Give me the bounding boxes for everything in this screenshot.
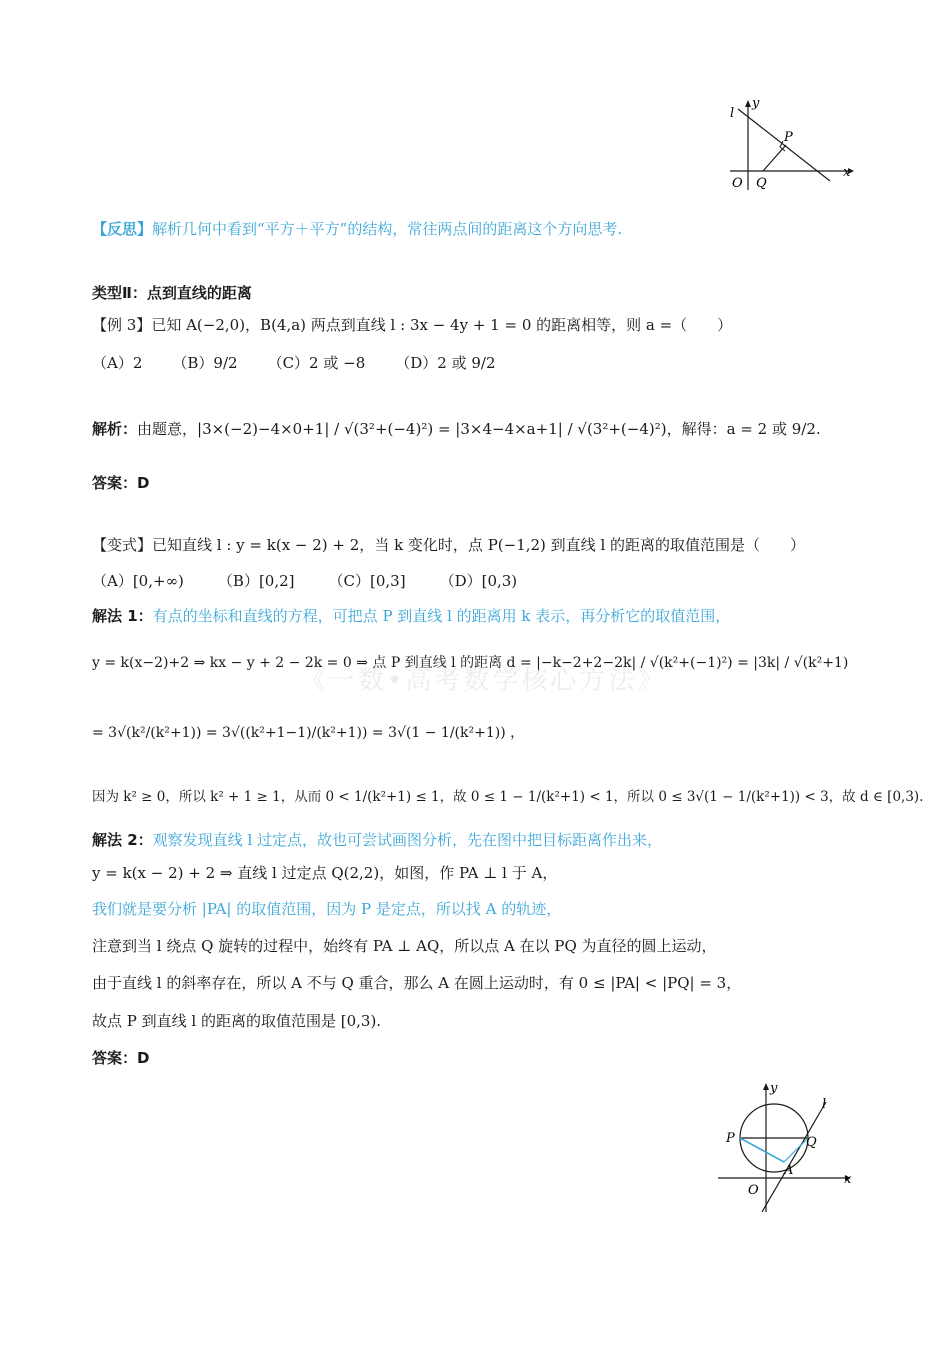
reflection-tag: 【反思】 xyxy=(92,220,153,238)
label-p: P xyxy=(726,1131,735,1146)
example3-options xyxy=(92,352,495,373)
example3-answer: 答案：D xyxy=(92,474,150,492)
example3-option-c: （C）2 或 −8 xyxy=(267,354,366,372)
variant-option-a: （A）[0,+∞) xyxy=(92,572,184,590)
method1-line3: 因为 k² ≥ 0，所以 k² + 1 ≥ 1，从而 0 < 1/(k²+1) ≤ 1，故 0 ≤ 1 − 1/(k²+1) < 1，所以 0 ≤ 3√(1 − 1/(k²+1)) < 3，故 d ∈ [0,3). xyxy=(92,789,924,805)
label-a: A xyxy=(784,1163,794,1178)
label-q: Q xyxy=(806,1135,817,1150)
segment-aq xyxy=(784,1138,808,1162)
watermark: 《一数•高考数学核心方法》 xyxy=(300,666,667,696)
example3-analysis xyxy=(92,418,821,439)
label-x: x xyxy=(843,165,851,180)
label-l: l xyxy=(822,1097,827,1112)
line-l xyxy=(738,109,830,181)
variant-answer: 答案：D xyxy=(92,1049,150,1067)
method2-line1: y = k(x − 2) + 2 ⇒ 直线 l 过定点 Q(2,2)，如图，作 PA ⊥ l 于 A， xyxy=(92,864,558,882)
line-l xyxy=(762,1102,826,1212)
variant-stem xyxy=(92,534,805,555)
reflection-text: 解析几何中看到“平方＋平方”的结构，常往两点间的距离这个方向思考. xyxy=(152,220,623,238)
label-x: x xyxy=(844,1172,852,1187)
variant-option-b: （B）[0,2] xyxy=(217,572,295,590)
method2-intro xyxy=(92,829,662,850)
method2-label: 解法 2： xyxy=(92,831,153,849)
label-p: P xyxy=(784,130,793,145)
label-o: O xyxy=(748,1183,759,1198)
variant-option-c: （C）[0,3] xyxy=(328,572,406,590)
label-l: l xyxy=(730,106,735,121)
method2-note: 观察发现直线 l 过定点，故也可尝试画图分析，先在图中把目标距离作出来， xyxy=(152,831,663,849)
example3-stem xyxy=(92,314,732,335)
variant-stem-text: 已知直线 l : y = k(x − 2) + 2，当 k 变化时，点 P(−1,2) 到直线 l 的距离的取值范围是（ ） xyxy=(152,536,806,554)
example3-option-d: （D）2 或 9/2 xyxy=(395,354,496,372)
section-heading: 类型Ⅱ：点到直线的距离 xyxy=(92,284,252,302)
method1-line1: y = k(x−2)+2 ⇒ kx − y + 2 − 2k = 0 ⇒ 点 P 到直线 l 的距离 d = |−k−2+2−2k| / √(k²+(−1)²) = |3k| / √(k²+1) xyxy=(92,655,849,671)
variant-option-d: （D）[0,3) xyxy=(439,572,518,590)
label-y: y xyxy=(752,96,760,111)
reflection-line xyxy=(92,218,622,239)
top-figure xyxy=(720,95,860,195)
example3-option-b: （B）9/2 xyxy=(172,354,238,372)
label-y: y xyxy=(770,1081,778,1096)
method1-line2: = 3√(k²/(k²+1)) = 3√((k²+1−1)/(k²+1)) = 3√(1 − 1/(k²+1)) ， xyxy=(92,725,525,741)
example3-option-a: （A）2 xyxy=(92,354,143,372)
example3-stem-text: 已知 A(−2,0)，B(4,a) 两点到直线 l : 3x − 4y + 1 = 0 的距离相等，则 a =（ ） xyxy=(151,316,733,334)
method1-label: 解法 1： xyxy=(92,607,153,625)
method2-line2: 我们就是要分析 |PA| 的取值范围，因为 P 是定点，所以找 A 的轨迹， xyxy=(92,900,562,918)
variant-tag: 【变式】 xyxy=(92,536,153,554)
method1-intro xyxy=(92,605,730,626)
method2-line3: 注意到当 l 绕点 Q 旋转的过程中，始终有 PA ⊥ AQ，所以点 A 在以 PQ 为直径的圆上运动， xyxy=(92,937,717,955)
analysis-label: 解析： xyxy=(92,420,138,438)
label-q: Q xyxy=(756,176,767,191)
bottom-figure xyxy=(710,1080,860,1220)
analysis-text: 由题意，|3×(−2)−4×0+1| / √(3²+(−4)²) = |3×4−4×a+1| / √(3²+(−4)²)，解得：a = 2 或 9/2. xyxy=(137,420,821,438)
method1-note: 有点的坐标和直线的方程，可把点 P 到直线 l 的距离用 k 表示，再分析它的取值范围， xyxy=(152,607,731,625)
method2-line4: 由于直线 l 的斜率存在，所以 A 不与 Q 重合，那么 A 在圆上运动时，有 0 ≤ |PA| < |PQ| = 3， xyxy=(92,974,742,992)
method2-line5: 故点 P 到直线 l 的距离的取值范围是 [0,3). xyxy=(92,1012,382,1030)
label-o: O xyxy=(732,176,743,191)
example3-tag: 【例 3】 xyxy=(92,316,152,334)
variant-options xyxy=(92,570,517,591)
